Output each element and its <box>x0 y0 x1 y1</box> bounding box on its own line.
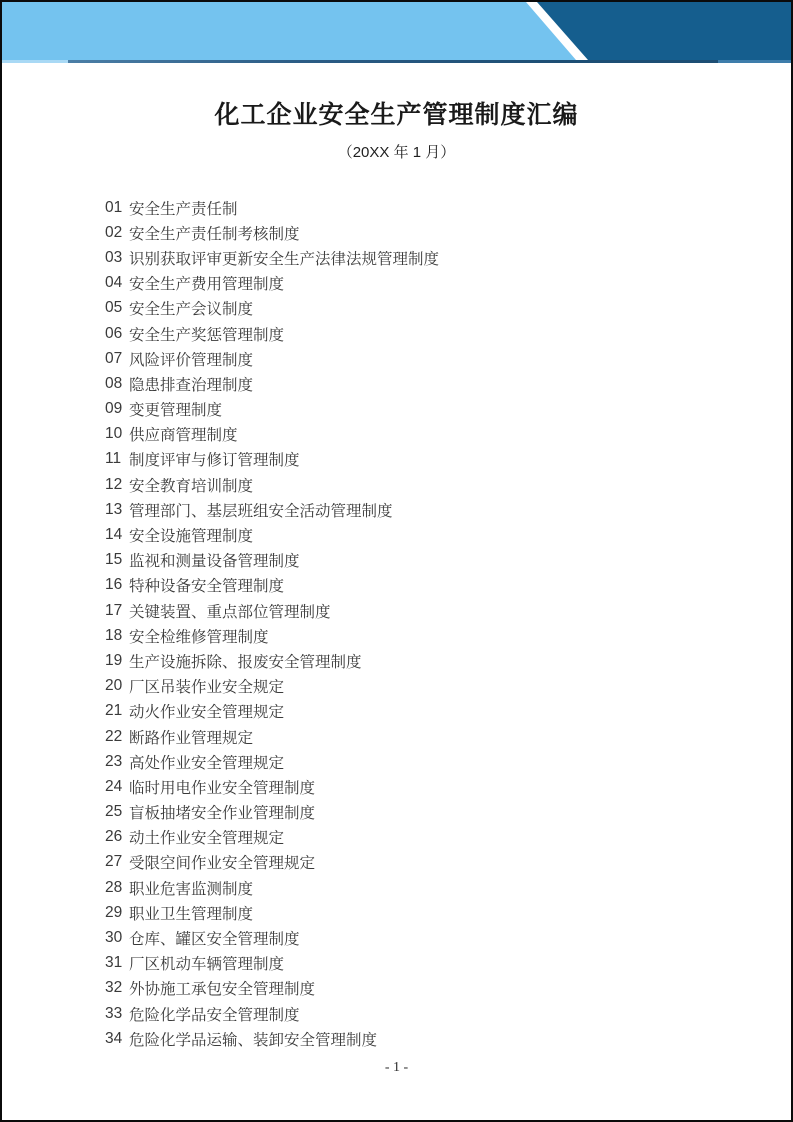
toc-item <box>105 674 791 699</box>
toc-item-label: 风险评价管理制度 <box>129 351 254 369</box>
toc-item-number: 30 <box>105 929 123 947</box>
toc-item <box>105 976 791 1001</box>
toc-item-label: 关键装置、重点部位管理制度 <box>129 603 331 621</box>
toc-item-label: 生产设施拆除、报废安全管理制度 <box>129 653 362 671</box>
toc-item <box>105 951 791 976</box>
toc-item-number: 22 <box>105 727 123 745</box>
toc-item-number: 31 <box>105 954 123 972</box>
toc-item <box>105 850 791 875</box>
toc-item-label: 职业危害监测制度 <box>129 880 254 898</box>
toc-item-number: 10 <box>105 425 123 443</box>
toc-item <box>105 598 791 623</box>
page-content <box>2 2 791 1051</box>
toc-item <box>105 346 791 371</box>
toc-item-number: 06 <box>105 324 123 342</box>
toc-item-label: 管理部门、基层班组安全活动管理制度 <box>129 502 393 520</box>
toc-item-label: 职业卫生管理制度 <box>129 905 254 923</box>
toc-item <box>105 447 791 472</box>
toc-item-number: 24 <box>105 777 123 795</box>
toc-item-label: 受限空间作业安全管理规定 <box>129 855 316 873</box>
page-subtitle: （20XX 年 1 月） <box>337 144 456 161</box>
toc-item-number: 09 <box>105 400 123 418</box>
toc-item-label: 危险化学品运输、装卸安全管理制度 <box>129 1031 378 1049</box>
toc-item <box>105 825 791 850</box>
toc-item-label: 安全生产责任制 <box>129 200 238 218</box>
toc-item <box>105 875 791 900</box>
toc-item <box>105 724 791 749</box>
toc-item <box>105 220 791 245</box>
toc-item-number: 08 <box>105 374 123 392</box>
toc-item-label: 临时用电作业安全管理制度 <box>129 779 316 797</box>
toc-item <box>105 195 791 220</box>
toc-item-number: 34 <box>105 1029 123 1047</box>
toc-item-label: 动火作业安全管理规定 <box>129 704 285 722</box>
toc-item-label: 特种设备安全管理制度 <box>129 578 285 596</box>
toc-item-number: 33 <box>105 1004 123 1022</box>
toc-item-number: 04 <box>105 274 123 292</box>
toc-item-label: 隐患排查治理制度 <box>129 376 254 394</box>
toc-item-number: 02 <box>105 223 123 241</box>
toc-item <box>105 925 791 950</box>
footer-page-number: - 1 - <box>384 1060 409 1075</box>
toc-item <box>105 1001 791 1026</box>
toc-item-number: 29 <box>105 903 123 921</box>
toc-item-label: 安全生产费用管理制度 <box>129 276 285 294</box>
toc-item <box>105 522 791 547</box>
toc-item <box>105 245 791 270</box>
toc-item <box>105 397 791 422</box>
toc-list <box>105 195 791 1051</box>
toc-item-label: 外协施工承包安全管理制度 <box>129 981 316 999</box>
toc-item <box>105 422 791 447</box>
toc-item-label: 安全设施管理制度 <box>129 528 254 546</box>
toc-item-label: 安全检维修管理制度 <box>129 628 269 646</box>
toc-item-label: 危险化学品安全管理制度 <box>129 1006 300 1024</box>
toc-item-number: 21 <box>105 702 123 720</box>
toc-item <box>105 472 791 497</box>
toc-item-label: 厂区吊装作业安全规定 <box>129 679 285 697</box>
toc-item-number: 23 <box>105 752 123 770</box>
toc-item <box>105 296 791 321</box>
toc-item-label: 安全生产奖惩管理制度 <box>129 326 285 344</box>
toc-item-label: 动土作业安全管理规定 <box>129 830 285 848</box>
toc-item-number: 16 <box>105 576 123 594</box>
toc-item <box>105 497 791 522</box>
toc-item-label: 变更管理制度 <box>129 402 223 420</box>
toc-item <box>105 699 791 724</box>
toc-item-label: 断路作业管理规定 <box>129 729 254 747</box>
toc-item-number: 15 <box>105 551 123 569</box>
toc-item <box>105 623 791 648</box>
toc-item <box>105 573 791 598</box>
toc-item-number: 05 <box>105 299 123 317</box>
toc-item-number: 32 <box>105 979 123 997</box>
toc-item-label: 厂区机动车辆管理制度 <box>129 956 285 974</box>
toc-item-number: 01 <box>105 198 123 216</box>
toc-item <box>105 900 791 925</box>
toc-item-number: 13 <box>105 500 123 518</box>
toc-item-label: 盲板抽堵安全作业管理制度 <box>129 805 316 823</box>
toc-item-label: 仓库、罐区安全管理制度 <box>129 931 300 949</box>
toc-item-label: 高处作业安全管理规定 <box>129 754 285 772</box>
toc-item-label: 安全生产会议制度 <box>129 301 254 319</box>
toc-item <box>105 271 791 296</box>
toc-item <box>105 749 791 774</box>
toc-item-number: 18 <box>105 626 123 644</box>
toc-item-number: 25 <box>105 803 123 821</box>
toc-item-number: 20 <box>105 677 123 695</box>
toc-item-number: 14 <box>105 526 123 544</box>
toc-item-number: 17 <box>105 601 123 619</box>
toc-item <box>105 1026 791 1051</box>
toc-item <box>105 321 791 346</box>
toc-item-label: 供应商管理制度 <box>129 427 238 445</box>
toc-item <box>105 371 791 396</box>
toc-item <box>105 548 791 573</box>
toc-item-number: 11 <box>105 450 122 468</box>
toc-item-label: 监视和测量设备管理制度 <box>129 553 300 571</box>
toc-item-number: 28 <box>105 878 123 896</box>
toc-item-label: 识别获取评审更新安全生产法律法规管理制度 <box>129 250 440 268</box>
toc-item-number: 07 <box>105 349 123 367</box>
toc-item <box>105 800 791 825</box>
toc-item-label: 安全教育培训制度 <box>129 477 254 495</box>
page-title: 化工企业安全生产管理制度汇编 <box>214 101 579 129</box>
toc-item <box>105 648 791 673</box>
toc-item-number: 03 <box>105 248 123 266</box>
toc-item-number: 26 <box>105 828 123 846</box>
toc-item-number: 19 <box>105 651 123 669</box>
toc-item-label: 安全生产责任制考核制度 <box>129 225 300 243</box>
toc-item <box>105 774 791 799</box>
toc-item-label: 制度评审与修订管理制度 <box>129 452 300 470</box>
toc-item-number: 27 <box>105 853 123 871</box>
toc-item-number: 12 <box>105 475 123 493</box>
